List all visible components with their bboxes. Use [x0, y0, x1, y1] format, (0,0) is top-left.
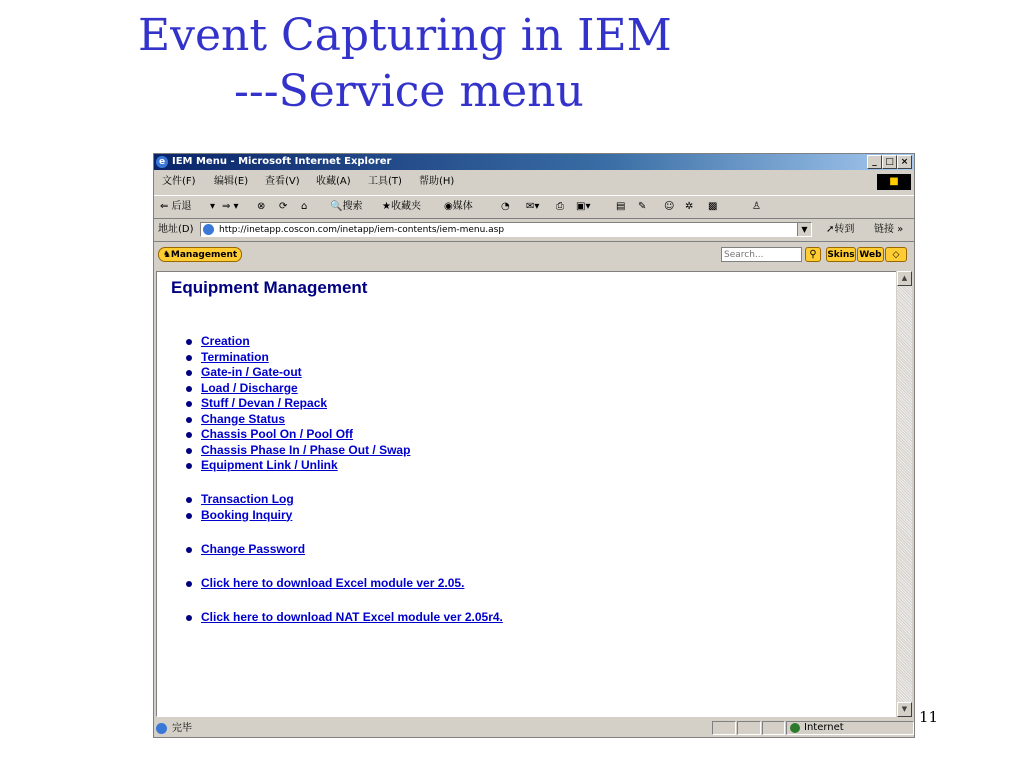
refresh-icon[interactable]: ⟳ — [279, 201, 288, 212]
link-booking-inquiry[interactable]: Booking Inquiry — [201, 507, 293, 522]
bullet-icon — [186, 615, 192, 621]
management-button[interactable] — [158, 247, 242, 262]
chevron-down-icon[interactable]: ▼ — [797, 223, 811, 236]
back-dropdown-icon[interactable]: ▾ — [210, 201, 216, 212]
skins-button[interactable]: Skins — [826, 247, 856, 262]
messenger-icon[interactable]: ☺ — [664, 201, 675, 212]
bullet-icon — [186, 513, 192, 519]
web-button[interactable]: Web — [857, 247, 884, 262]
research-icon[interactable]: ✎ — [638, 201, 647, 212]
links-button[interactable]: 链接 » — [874, 224, 904, 235]
link-download-excel[interactable]: Click here to download Excel module ver 2.05. — [201, 576, 465, 590]
go-arrow-icon: ➚ — [826, 224, 835, 235]
stop-icon[interactable]: ⊗ — [257, 201, 266, 212]
bullet-icon — [186, 401, 192, 407]
home-icon[interactable]: ⌂ — [301, 201, 308, 212]
menu-bar — [154, 173, 914, 191]
custom-toolbar — [154, 244, 914, 266]
scroll-down-icon[interactable]: ▼ — [897, 702, 912, 717]
bullet-icon — [186, 497, 192, 503]
favorites-label: 收藏夹 — [390, 201, 421, 212]
maximize-button[interactable]: □ — [882, 155, 897, 169]
link-load-discharge[interactable]: Load / Discharge — [201, 380, 298, 395]
diamond-icon[interactable]: ◇ — [885, 247, 907, 262]
favorites-icon: ★ — [382, 201, 391, 212]
page-done-icon — [156, 723, 167, 734]
print-icon[interactable]: ⎙ — [556, 201, 564, 212]
link-equipment-link[interactable]: Equipment Link / Unlink — [201, 458, 338, 472]
link-creation[interactable]: Creation — [201, 334, 250, 348]
forward-button[interactable]: ⇒ ▾ — [222, 201, 239, 212]
vertical-scrollbar[interactable] — [896, 271, 912, 717]
link-download-nat-excel[interactable]: Click here to download NAT Excel module ver 2.05r4. — [201, 610, 503, 624]
search-toolbar-button[interactable] — [330, 196, 362, 218]
edit-icon[interactable]: ▣▾ — [576, 201, 591, 212]
menu-favorites[interactable]: 收藏(A) — [316, 176, 351, 187]
minimize-button[interactable]: _ — [867, 155, 882, 169]
management-icon: ♞ — [162, 250, 171, 260]
globe-icon — [790, 723, 800, 733]
link-chassis-phase[interactable]: Chassis Phase In / Phase Out / Swap — [201, 442, 411, 457]
favorites-toolbar-button[interactable] — [382, 196, 421, 218]
search-label: 搜索 — [342, 201, 363, 212]
bullet-icon — [186, 581, 192, 587]
address-bar — [154, 219, 914, 242]
user-icon[interactable]: ♙ — [752, 201, 761, 212]
windows-logo-icon: ■ — [877, 174, 911, 190]
bullet-icon — [186, 463, 192, 469]
status-cell — [712, 721, 736, 735]
link-gate-in-out[interactable]: Gate-in / Gate-out — [201, 365, 302, 379]
search-go-icon[interactable]: ⚲ — [805, 247, 821, 262]
window-title: IEM Menu - Microsoft Internet Explorer — [172, 156, 392, 167]
link-change-status[interactable]: Change Status — [201, 411, 286, 426]
status-bar — [154, 720, 914, 737]
go-button[interactable] — [826, 219, 854, 241]
page-icon — [203, 224, 214, 235]
browser-window — [153, 153, 915, 738]
management-label: Management — [170, 250, 238, 260]
search-input[interactable] — [721, 247, 802, 262]
history-icon[interactable]: ◔ — [501, 201, 510, 212]
bullet-icon — [186, 386, 192, 392]
url-text: http://inetapp.coscon.com/inetapp/iem-contents/iem-menu.asp — [219, 225, 505, 235]
back-button[interactable]: ⇐ 后退 — [160, 201, 192, 212]
media-icon: ◉ — [444, 201, 453, 212]
go-label: 转到 — [834, 224, 855, 235]
bullet-icon — [186, 370, 192, 376]
standard-toolbar — [154, 195, 914, 219]
status-cell — [762, 721, 785, 735]
menu-help[interactable]: 帮助(H) — [419, 176, 455, 187]
page-heading: Equipment Management — [171, 278, 368, 297]
status-cell — [737, 721, 761, 735]
title-bar[interactable] — [154, 154, 914, 170]
bullet-icon — [186, 355, 192, 361]
status-text: 完毕 — [172, 723, 192, 734]
mail-icon[interactable]: ✉▾ — [526, 201, 540, 212]
slide-title-line2: ---Service menu — [234, 66, 584, 117]
search-icon: 🔍 — [330, 201, 343, 212]
tools-icon[interactable]: ▩ — [708, 201, 718, 212]
bullet-icon — [186, 432, 192, 438]
menu-view[interactable]: 查看(V) — [265, 176, 300, 187]
bullet-icon — [186, 547, 192, 553]
media-label: 媒体 — [452, 201, 473, 212]
link-stuff-devan-repack[interactable]: Stuff / Devan / Repack — [201, 396, 328, 410]
slide-title-line1: Event Capturing in IEM — [138, 10, 672, 61]
link-chassis-pool[interactable]: Chassis Pool On / Pool Off — [201, 427, 354, 441]
menu-tools[interactable]: 工具(T) — [368, 176, 402, 187]
bullet-icon — [186, 417, 192, 423]
bullet-icon — [186, 448, 192, 454]
address-label: 地址(D) — [158, 224, 194, 235]
address-input[interactable] — [200, 222, 812, 237]
links-label: 链接 — [874, 224, 894, 235]
slide-page-number: 11 — [919, 708, 939, 726]
menu-file[interactable]: 文件(F) — [162, 176, 196, 187]
page-content — [156, 271, 898, 717]
media-toolbar-button[interactable] — [444, 196, 473, 218]
scroll-up-icon[interactable]: ▲ — [897, 271, 912, 286]
close-button[interactable]: × — [897, 155, 912, 169]
link-change-password[interactable]: Change Password — [201, 542, 306, 556]
bullet-icon — [186, 339, 192, 345]
bluetooth-icon[interactable]: ✲ — [685, 201, 694, 212]
link-termination[interactable]: Termination — [201, 349, 269, 364]
menu-edit[interactable]: 编辑(E) — [214, 176, 249, 187]
discuss-icon[interactable]: ▤ — [616, 201, 626, 212]
zone-label: Internet — [804, 722, 844, 733]
security-zone — [786, 721, 914, 735]
ie-logo-icon: e — [156, 156, 168, 168]
link-transaction-log[interactable]: Transaction Log — [201, 492, 294, 506]
slide-title — [138, 8, 898, 120]
